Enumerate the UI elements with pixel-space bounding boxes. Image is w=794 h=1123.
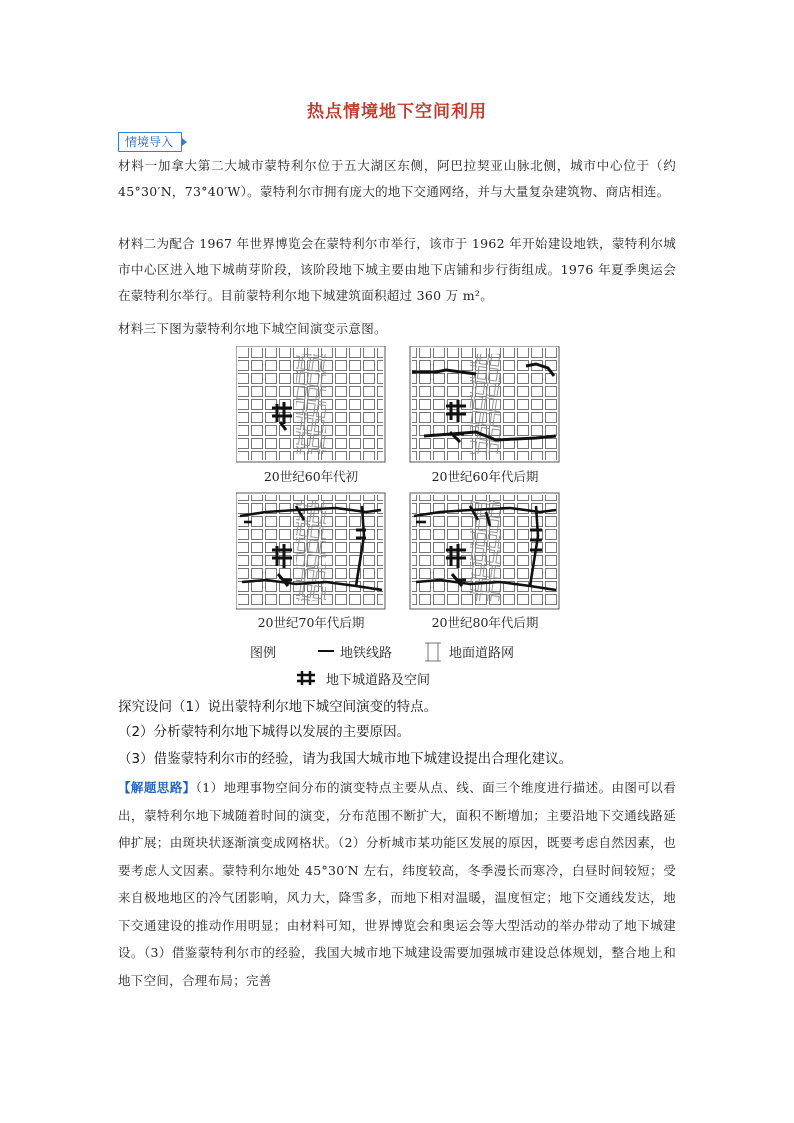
question-1: 探究设问（1）说出蒙特利尔地下城空间演变的特点。 — [118, 699, 438, 715]
answer-text: （1）地理事物空间分布的演变特点主要从点、线、面三个维度进行描述。由图可以看出，蒙特利尔地下城随着时间的演变，分布范围不断扩大，面积不断增加；主要沿地下交通线路延伸扩展；由斑块状逐渐演变成网格状。（2）分析城市某功能区发展的原因，既要考虑自然因素，也要考虑人文因素。蒙特利尔地处 45°30′N 左右，纬度较高，冬季漫长而寒冷，白昼时间较短；受来自极地地区的冷气团影响，风力大，降雪多，而地下相对温暖，温度恒定；地下交通线发达，地下交通建设的推动作用明显；由材料可知，世界博览会和奥运会等大型活动的举办带动了地下城建设。（3）借鉴蒙特利尔市的经验，我国大城市地下城建设需要加强城市建设总体规划，整合地上和地下空间，合理布局；完善 — [118, 780, 676, 988]
page-title: 热点情境地下空间利用 — [307, 102, 487, 122]
legend-underground: 地下城道路及空间 — [326, 673, 431, 688]
material-3: 材料三下图为蒙特利尔地下城空间演变示意图。 — [118, 321, 387, 336]
section-tag: 情境导入 — [118, 132, 182, 152]
caption-3: 20世纪70年代后期 — [257, 615, 365, 630]
map-panel-1970s-late — [236, 493, 385, 609]
map-panels — [236, 346, 562, 691]
material-1: 材料一加拿大第二大城市蒙特利尔位于五大湖区东侧，阿巴拉契亚山脉北侧，城市中心位于（约 45°30′N，73°40′W）。蒙特利尔市拥有庞大的地下交通网络，并与大量复杂建筑物、商店相连。 — [118, 158, 676, 199]
map-panel-1960s-early — [236, 346, 385, 462]
road-network-symbol — [425, 643, 441, 661]
caption-4: 20世纪80年代后期 — [431, 615, 539, 630]
legend-road: 地面道路网 — [449, 646, 515, 661]
material-2: 材料二为配合 1967 年世界博览会在蒙特利尔市举行，该市于 1962 年开始建设地铁，蒙特利尔城市中心区进入地下城萌芽阶段，该阶段地下城主要由地下店铺和步行街组成。1976 年夏季奥运会在蒙特利尔举行。目前蒙特利尔地下城建筑面积超过 360 万 m²。 — [118, 236, 676, 303]
map-panel-1960s-late — [410, 346, 559, 462]
question-3: （3）借鉴蒙特利尔市的经验，请为我国大城市地下城建设提出合理化建议。 — [118, 751, 573, 767]
legend-metro: 地铁线路 — [340, 646, 393, 661]
answer-label: 【解题思路】 — [118, 780, 196, 795]
underground-symbol — [297, 671, 315, 685]
question-2: （2）分析蒙特利尔地下城得以发展的主要原因。 — [118, 724, 411, 740]
answer-block — [118, 774, 676, 994]
caption-1: 20世纪60年代初 — [263, 469, 359, 484]
evolution-figure — [236, 346, 562, 691]
map-panel-1980s-late — [410, 493, 559, 609]
caption-2: 20世纪60年代后期 — [431, 469, 539, 484]
legend-title: 图例 — [250, 646, 277, 661]
